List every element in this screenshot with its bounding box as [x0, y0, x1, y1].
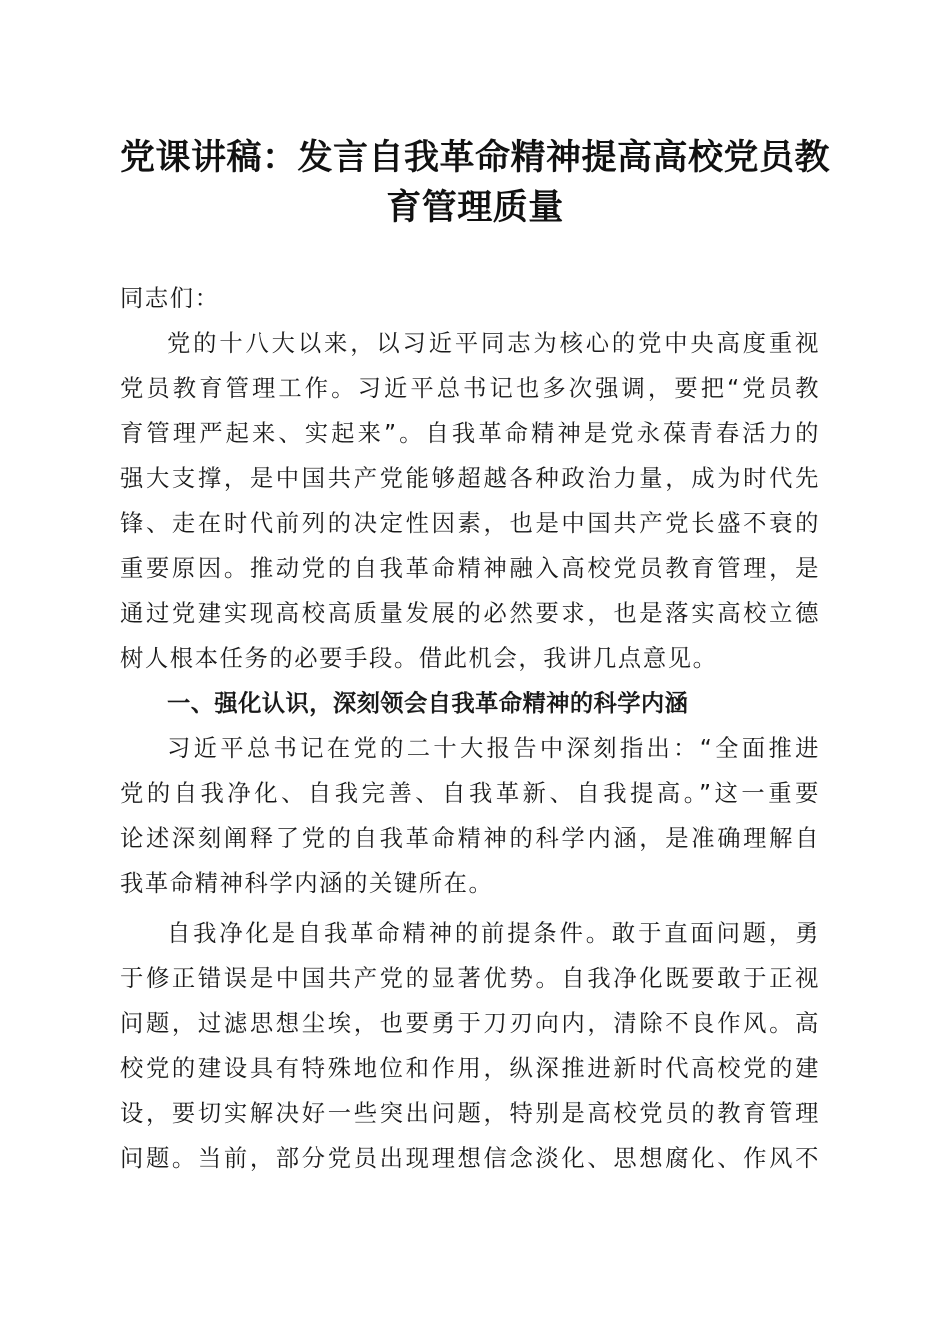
paragraph-line: 我革命精神科学内涵的关键所在。 [120, 870, 494, 897]
paragraph-line: 问题，过滤思想尘埃，也要勇于刀刃向内，清除不良作风。高 [120, 1010, 820, 1037]
section-heading: 一、强化认识，深刻领会自我革命精神的科学内涵 [167, 690, 689, 717]
title-line: 育管理质量 [386, 187, 564, 228]
title-line: 党课讲稿：发言自我革命精神提高高校党员教 [119, 137, 830, 178]
paragraph-line: 育管理严起来、实起来”。自我革命精神是党永葆青春活力的 [120, 420, 820, 447]
paragraph-line: 习近平总书记在党的二十大报告中深刻指出：“全面推进 [167, 735, 820, 762]
paragraph-self-purification [120, 911, 820, 1181]
paragraph-line: 自我净化是自我革命精神的前提条件。敢于直面问题，勇 [167, 920, 820, 947]
paragraph-line: 问题。当前，部分党员出现理想信念淡化、思想腐化、作风不 [120, 1145, 820, 1172]
paragraph-line: 于修正错误是中国共产党的显著优势。自我净化既要敢于正视 [120, 965, 820, 992]
document-body [120, 276, 820, 1181]
paragraph-line: 党的自我净化、自我完善、自我革新、自我提高。”这一重要 [120, 780, 820, 807]
paragraph-line: 党的十八大以来，以习近平同志为核心的党中央高度重视 [167, 330, 820, 357]
document-title [110, 133, 840, 233]
paragraph-line: 通过党建实现高校高质量发展的必然要求，也是落实高校立德 [120, 600, 820, 627]
paragraph-line: 设，要切实解决好一些突出问题，特别是高校党员的教育管理 [120, 1100, 820, 1127]
salutation: 同志们： [120, 285, 220, 312]
paragraph-line: 论述深刻阐释了党的自我革命精神的科学内涵，是准确理解自 [120, 825, 820, 852]
paragraph-line: 强大支撑，是中国共产党能够超越各种政治力量，成为时代先 [120, 465, 820, 492]
paragraph-line: 重要原因。推动党的自我革命精神融入高校党员教育管理，是 [120, 555, 820, 582]
paragraph-line: 校党的建设具有特殊地位和作用，纵深推进新时代高校党的建 [120, 1055, 820, 1082]
paragraph-section-1 [120, 726, 820, 906]
paragraph-line: 树人根本任务的必要手段。借此机会，我讲几点意见。 [120, 645, 718, 672]
paragraph-intro [120, 321, 820, 681]
paragraph-line: 锋、走在时代前列的决定性因素，也是中国共产党长盛不衰的 [120, 510, 820, 537]
paragraph-line: 党员教育管理工作。习近平总书记也多次强调，要把“党员教 [120, 375, 820, 402]
